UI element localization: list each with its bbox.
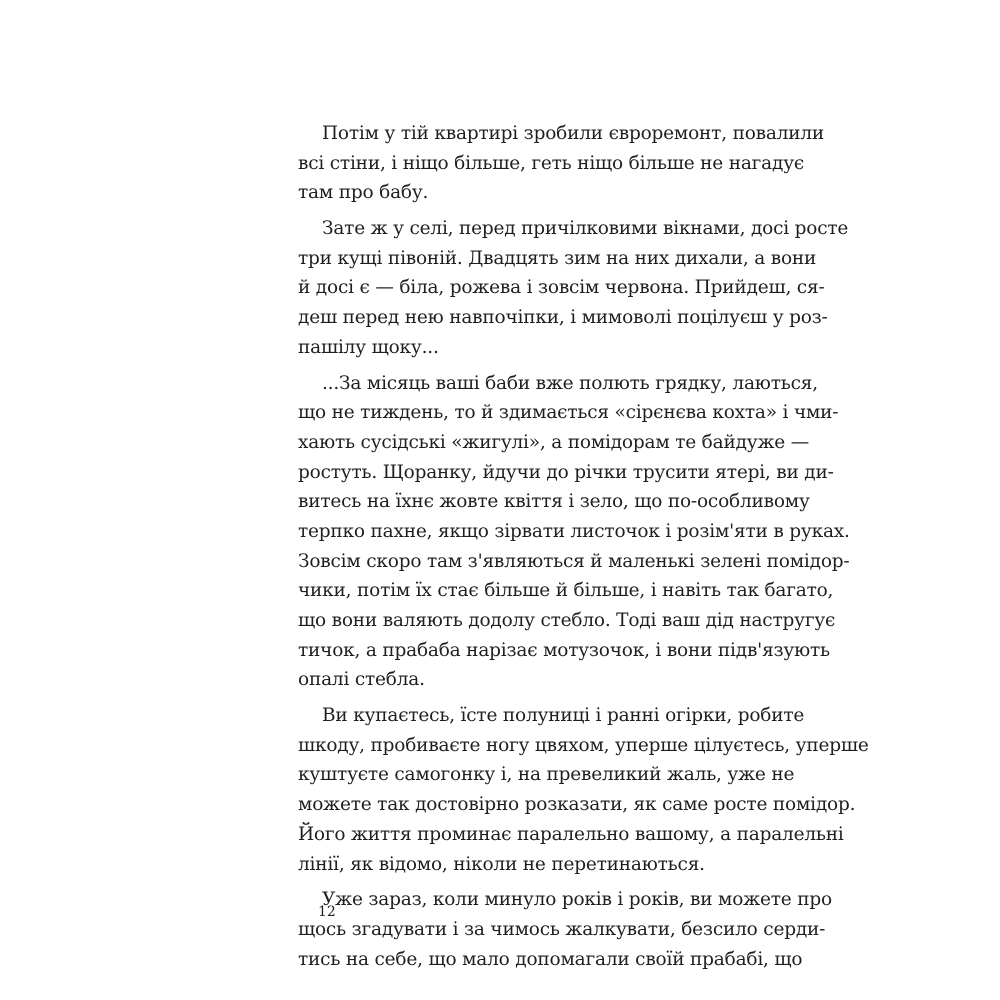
text-line: Ви купаєтесь, їсте полуниці і ранні огірки, робите (322, 705, 805, 727)
text-line: тись на себе, що мало допомагали своїй прабабі, що (298, 948, 803, 970)
text-line: деш перед нею навпочіпки, і мимоволі поцілуєш у роз- (298, 307, 828, 329)
text-line: можете так достовірно розказати, як саме росте помідор. (298, 794, 856, 816)
text-line: тичок, а прабаба нарізає мотузочок, і вони підв'язують (298, 639, 830, 661)
text-line: куштуєте самогонку і, на превеликий жаль, уже не (298, 764, 795, 786)
text-line: Зовсім скоро там з'являються й маленькі зелені помідор- (298, 550, 850, 572)
text-line: Зате ж у селі, перед причілковими вікнами, досі росте (322, 218, 849, 240)
text-line: хають сусідські «жигулі», а помідорам те байдуже — (298, 431, 809, 453)
text-line: три кущі півоній. Двадцять зим на них дихали, а вони (298, 247, 817, 269)
text-line: Уже зараз, коли минуло років і років, ви можете про (322, 889, 832, 911)
text-line: що вони валяють додолу стебло. Тоді ваш дід настругує (298, 610, 836, 631)
text-line: всі стіни, і ніщо більше, геть ніщо більше не нагадує (298, 152, 805, 174)
page-number: 12 (318, 904, 336, 920)
text-line: там про бабу. (298, 182, 429, 204)
text-line: ростуть. Щоранку, йдучи до річки трусити ятері, ви ди- (298, 461, 834, 483)
text-line: Потім у тій квартирі зробили євроремонт, повалили (322, 123, 825, 144)
text-line: опалі стебла. (298, 669, 425, 691)
text-line: лінії, як відомо, ніколи не перетинаються. (298, 853, 705, 875)
text-line: витесь на їхнє жовте квіття і зело, що по-особливому (298, 491, 810, 513)
text-line: терпко пахне, якщо зірвати листочок і розім'яти в руках. (298, 520, 850, 542)
text-line: щось згадувати і за чимось жалкувати, безсило серди- (298, 918, 826, 940)
text-line: ...За місяць ваші баби вже полють грядку, лаються, (322, 372, 818, 394)
text-line: Його життя проминає паралельно вашому, а паралельні (298, 823, 844, 845)
body-text (298, 119, 869, 974)
text-line: що не тиждень, то й здимається «сірєнєва кохта» і чми- (298, 402, 839, 424)
text-line: й досі є — біла, рожева і зовсім червона. Прийдеш, ся- (298, 277, 825, 299)
text-line: пашілу щоку... (298, 336, 439, 358)
text-line: чики, потім їх стає більше й більше, і навіть так багато, (298, 580, 834, 602)
text-line: шкоду, пробиваєте ногу цвяхом, уперше цілуєтесь, уперше (298, 734, 869, 756)
